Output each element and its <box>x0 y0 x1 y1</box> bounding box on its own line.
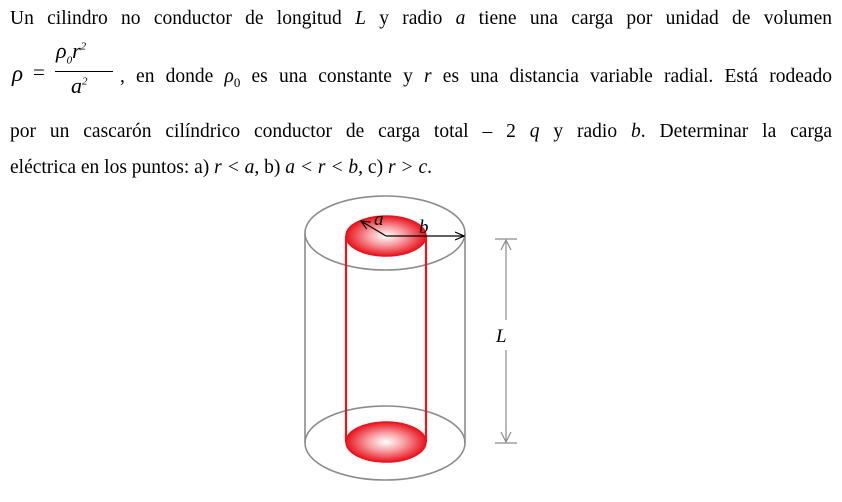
var-a: a <box>455 8 466 29</box>
var-b: b <box>630 121 641 142</box>
text-segment: , b) <box>254 157 286 178</box>
condition-b: a < r < b <box>285 157 359 178</box>
text-segment: y radio <box>365 8 456 29</box>
text-segment: por un cascarón cilíndrico conductor de carga total – 2 <box>10 121 530 142</box>
num-sub: 0 <box>66 54 73 67</box>
formula-lhs: ρ <box>12 61 24 86</box>
rho-sub: 0 <box>233 74 241 90</box>
text-segment: . Determinar la carga <box>640 121 833 142</box>
num-sup: 2 <box>80 40 87 53</box>
text-segment: Un cilindro no conductor de longitud <box>10 8 356 29</box>
condition-a: r < a <box>214 157 255 178</box>
var-L: L <box>355 8 366 29</box>
condition-c: r > c <box>387 157 428 178</box>
formula-equals: = <box>33 60 45 84</box>
text-segment: es una constante y <box>240 66 425 87</box>
var-q: q <box>529 121 540 142</box>
den-sup: 2 <box>82 75 88 88</box>
text-segment: . <box>427 157 432 178</box>
text-segment: eléctrica en los puntos: a) <box>10 157 215 178</box>
text-segment: tiene una carga por unidad de volumen <box>465 8 832 29</box>
rho-symbol: ρ <box>224 66 234 87</box>
label-b: b <box>419 217 429 238</box>
num-rho: ρ <box>56 38 67 63</box>
inner-cylinder <box>346 216 426 462</box>
label-a: a <box>374 209 384 230</box>
num-r: r <box>72 38 81 63</box>
text-segment: es una distancia variable radial. Está rodeado <box>431 66 833 87</box>
var-r: r <box>424 66 432 87</box>
label-L: L <box>496 326 507 347</box>
text-segment: , c) <box>358 157 388 178</box>
inner-cylinder-bottom-disk <box>346 422 426 462</box>
text-segment: , en donde <box>120 66 225 87</box>
den-a: a <box>71 73 82 98</box>
text-segment: y radio <box>539 121 631 142</box>
